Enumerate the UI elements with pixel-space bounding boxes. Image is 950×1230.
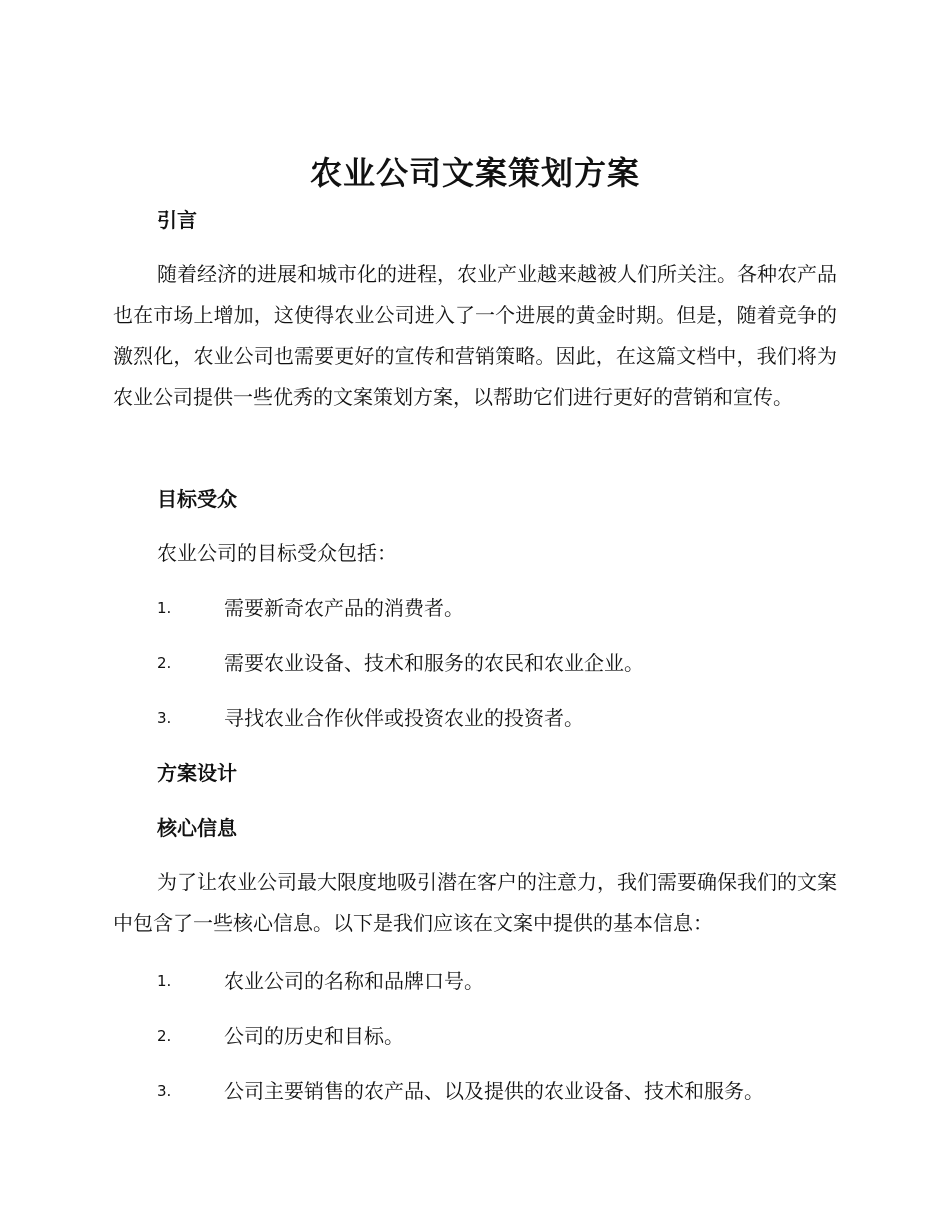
list-item-number: 1.	[157, 599, 172, 617]
list-item	[0, 703, 950, 733]
list-item-text: 公司的历史和目标。	[224, 1024, 404, 1048]
list-item	[0, 648, 950, 678]
section-heading-design: 方案设计	[157, 761, 237, 785]
list-item-text: 需要农业设备、技术和服务的农民和农业企业。	[224, 651, 644, 675]
list-item	[0, 593, 950, 623]
list-item-number: 2.	[157, 1027, 172, 1045]
list-item-text: 需要新奇农产品的消费者。	[224, 596, 464, 620]
list-item-number: 3.	[157, 1082, 172, 1100]
list-item	[0, 1021, 950, 1051]
list-item-number: 3.	[157, 709, 172, 727]
core-paragraph: 为了让农业公司最大限度地吸引潜在客户的注意力，我们需要确保我们的文案中包含了一些核心信息。以下是我们应该在文案中提供的基本信息：	[113, 870, 837, 935]
list-item	[0, 1076, 950, 1106]
section-heading-intro: 引言	[157, 208, 197, 232]
audience-lead: 农业公司的目标受众包括：	[157, 541, 397, 565]
list-item-text: 农业公司的名称和品牌口号。	[224, 969, 484, 993]
list-item-number: 2.	[157, 654, 172, 672]
list-item-text: 寻找农业合作伙伴或投资农业的投资者。	[224, 706, 584, 730]
list-item-number: 1.	[157, 972, 172, 990]
intro-paragraph: 随着经济的进展和城市化的进程，农业产业越来越被人们所关注。各种农产品也在市场上增加，这使得农业公司进入了一个进展的黄金时期。但是，随着竞争的激烈化，农业公司也需要更好的宣传和营销策略。因此，在这篇文档中，我们将为农业公司提供一些优秀的文案策划方案，以帮助它们进行更好的营销和宣传。	[113, 262, 837, 409]
document-title: 农业公司文案策划方案	[309, 154, 640, 192]
list-item	[0, 966, 950, 996]
section-heading-audience: 目标受众	[157, 487, 237, 511]
section-heading-core: 核心信息	[157, 816, 237, 840]
list-item-text: 公司主要销售的农产品、以及提供的农业设备、技术和服务。	[224, 1079, 764, 1103]
